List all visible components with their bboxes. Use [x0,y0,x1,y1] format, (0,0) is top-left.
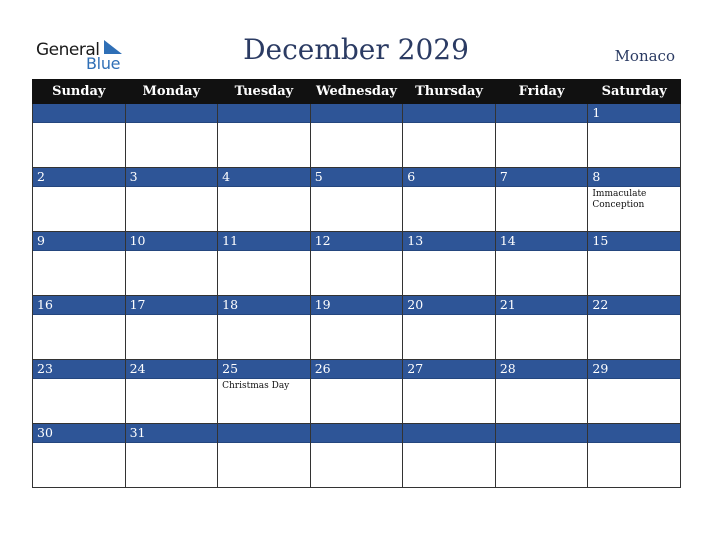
logo-word-general: General [36,40,100,60]
day-number: 9 [33,232,125,251]
day-number: 19 [311,296,403,315]
day-number: 3 [126,168,218,187]
day-number: 15 [588,232,680,251]
day-cell [403,296,496,360]
week-row [33,360,681,424]
day-number: 28 [496,360,588,379]
day-cell [310,296,403,360]
day-cell [218,424,311,488]
weekday-header: Friday [495,80,588,104]
day-cell [33,296,126,360]
week-row [33,296,681,360]
day-number: 12 [311,232,403,251]
day-number: 24 [126,360,218,379]
day-number: 1 [588,104,680,123]
day-number: 21 [496,296,588,315]
week-row [33,424,681,488]
day-cell [403,168,496,232]
day-cell [33,424,126,488]
day-number: 7 [496,168,588,187]
day-cell [588,296,681,360]
day-cell [588,232,681,296]
day-cell [125,168,218,232]
day-cell [403,104,496,168]
day-number: 30 [33,424,125,443]
day-cell [495,360,588,424]
day-cell [218,296,311,360]
day-cell [495,168,588,232]
day-cell [495,232,588,296]
holiday-label: Immaculate Conception [592,189,647,210]
day-number: 14 [496,232,588,251]
weekday-header: Thursday [403,80,496,104]
weekday-header: Sunday [33,80,126,104]
day-number [311,104,403,123]
day-cell [495,104,588,168]
day-cell [125,104,218,168]
day-cell [588,104,681,168]
day-cell [310,168,403,232]
day-number: 29 [588,360,680,379]
day-number: 5 [311,168,403,187]
day-cell [218,232,311,296]
day-cell [588,168,681,232]
day-number: 2 [33,168,125,187]
day-number: 31 [126,424,218,443]
week-row [33,168,681,232]
weekday-header: Monday [125,80,218,104]
day-cell [218,168,311,232]
day-cell [33,168,126,232]
holiday-label: Christmas Day [222,381,290,391]
day-number [218,424,310,443]
day-cell [33,360,126,424]
day-cell [125,296,218,360]
day-number [496,104,588,123]
day-number: 18 [218,296,310,315]
day-cell [588,424,681,488]
weekday-header: Wednesday [310,80,403,104]
day-number: 6 [403,168,495,187]
weekday-header: Saturday [588,80,681,104]
day-cell [403,360,496,424]
day-cell [310,424,403,488]
day-number [403,104,495,123]
calendar-grid [32,79,681,488]
day-number [403,424,495,443]
day-cell [310,360,403,424]
weekday-header: Tuesday [218,80,311,104]
day-cell [588,360,681,424]
day-number [588,424,680,443]
day-number: 26 [311,360,403,379]
day-cell [33,232,126,296]
weekday-header-row [33,80,681,104]
week-row [33,104,681,168]
day-number: 8 [588,168,680,187]
day-number: 20 [403,296,495,315]
day-number: 11 [218,232,310,251]
region-label: Monaco [614,47,675,65]
day-cell [403,232,496,296]
day-number [496,424,588,443]
day-cell [495,424,588,488]
day-cell [218,104,311,168]
day-number: 10 [126,232,218,251]
day-number: 25 [218,360,310,379]
logo-word-blue: Blue [86,54,121,73]
page-title: December 2029 [243,33,469,66]
day-number [33,104,125,123]
day-number: 17 [126,296,218,315]
day-cell [310,104,403,168]
day-number: 22 [588,296,680,315]
day-number [311,424,403,443]
day-cell [403,424,496,488]
day-cell [125,360,218,424]
day-cell [125,232,218,296]
day-cell [33,104,126,168]
day-number: 13 [403,232,495,251]
week-row [33,232,681,296]
day-number [218,104,310,123]
day-number: 23 [33,360,125,379]
day-number: 27 [403,360,495,379]
day-cell [125,424,218,488]
day-number: 16 [33,296,125,315]
day-cell [495,296,588,360]
day-number: 4 [218,168,310,187]
day-cell [310,232,403,296]
day-cell [218,360,311,424]
day-number [126,104,218,123]
